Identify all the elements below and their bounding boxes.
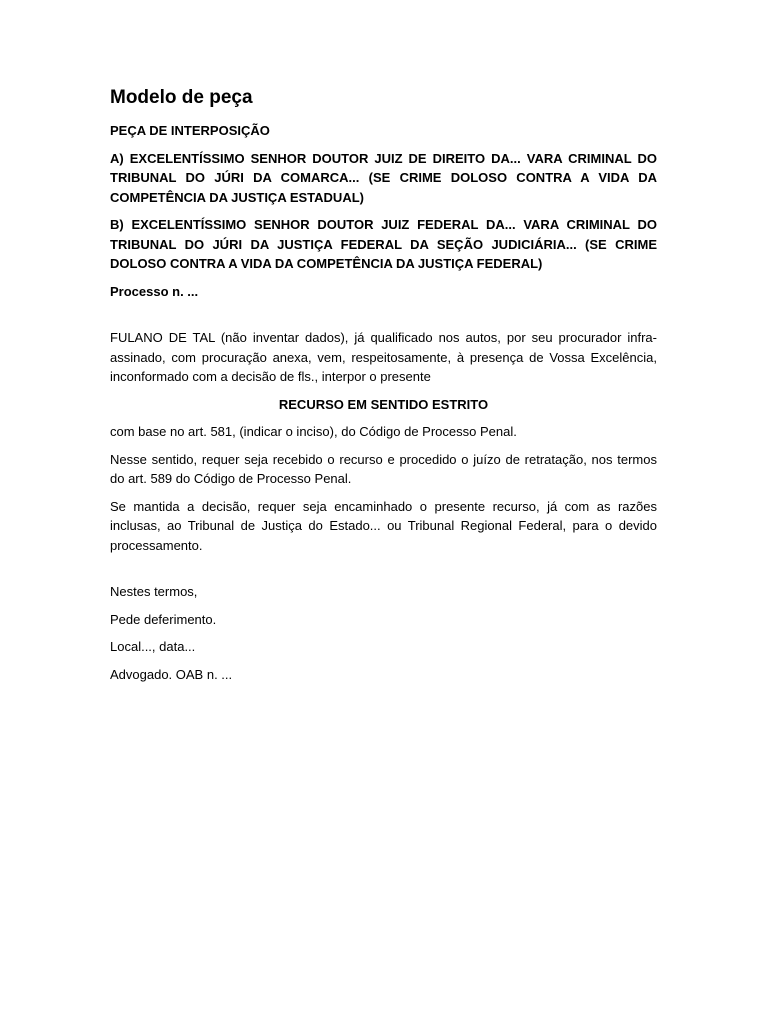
- intro-paragraph: FULANO DE TAL (não inventar dados), já qualificado nos autos, por seu procurador infra-assinado, com procuração anexa, vem, respeitosamente, à presença de Vossa Excelência, inconformado com a decisão de fls., interpor o presente: [110, 330, 657, 384]
- document-subtitle: PEÇA DE INTERPOSIÇÃO: [110, 123, 270, 138]
- addressee-option-b: B) EXCELENTÍSSIMO SENHOR DOUTOR JUIZ FEDERAL DA... VARA CRIMINAL DO TRIBUNAL DO JÚRI DA JUSTIÇA FEDERAL DA SEÇÃO JUDICIÁRIA... (SE CRIME DOLOSO CONTRA A VIDA DA COMPETÊNCIA DA JUSTIÇA FEDERAL): [110, 217, 657, 271]
- document-title: Modelo de peça: [110, 87, 253, 108]
- closing-place-date: Local..., data...: [110, 639, 196, 654]
- document-page: [110, 86, 657, 692]
- closing-lawyer: Advogado. OAB n. ...: [110, 666, 233, 682]
- spacer: [110, 309, 657, 328]
- spacer: [110, 563, 657, 582]
- maintained-decision-paragraph: Se mantida a decisão, requer seja encaminhado o presente recurso, já com as razões inclusas, ao Tribunal de Justiça do Estado... ou Tribunal Regional Federal, para o devido processamento.: [110, 498, 657, 553]
- request-paragraph: Nesse sentido, requer seja recebido o recurso e procedido o juízo de retratação, nos termos do art. 589 do Código de Processo Penal.: [110, 451, 657, 486]
- closing-request: Pede deferimento.: [110, 611, 217, 627]
- closing-terms: Nestes termos,: [110, 584, 198, 599]
- process-number: Processo n. ...: [110, 283, 199, 299]
- legal-basis-paragraph: com base no art. 581, (indicar o inciso), do Código de Processo Penal.: [110, 424, 517, 439]
- recurso-heading: RECURSO EM SENTIDO ESTRITO: [278, 396, 489, 412]
- addressee-option-a: A) EXCELENTÍSSIMO SENHOR DOUTOR JUIZ DE DIREITO DA... VARA CRIMINAL DO TRIBUNAL DO JÚRI DA COMARCA... (SE CRIME DOLOSO CONTRA A VIDA DA COMPETÊNCIA DA JUSTIÇA ESTADUAL): [110, 150, 657, 205]
